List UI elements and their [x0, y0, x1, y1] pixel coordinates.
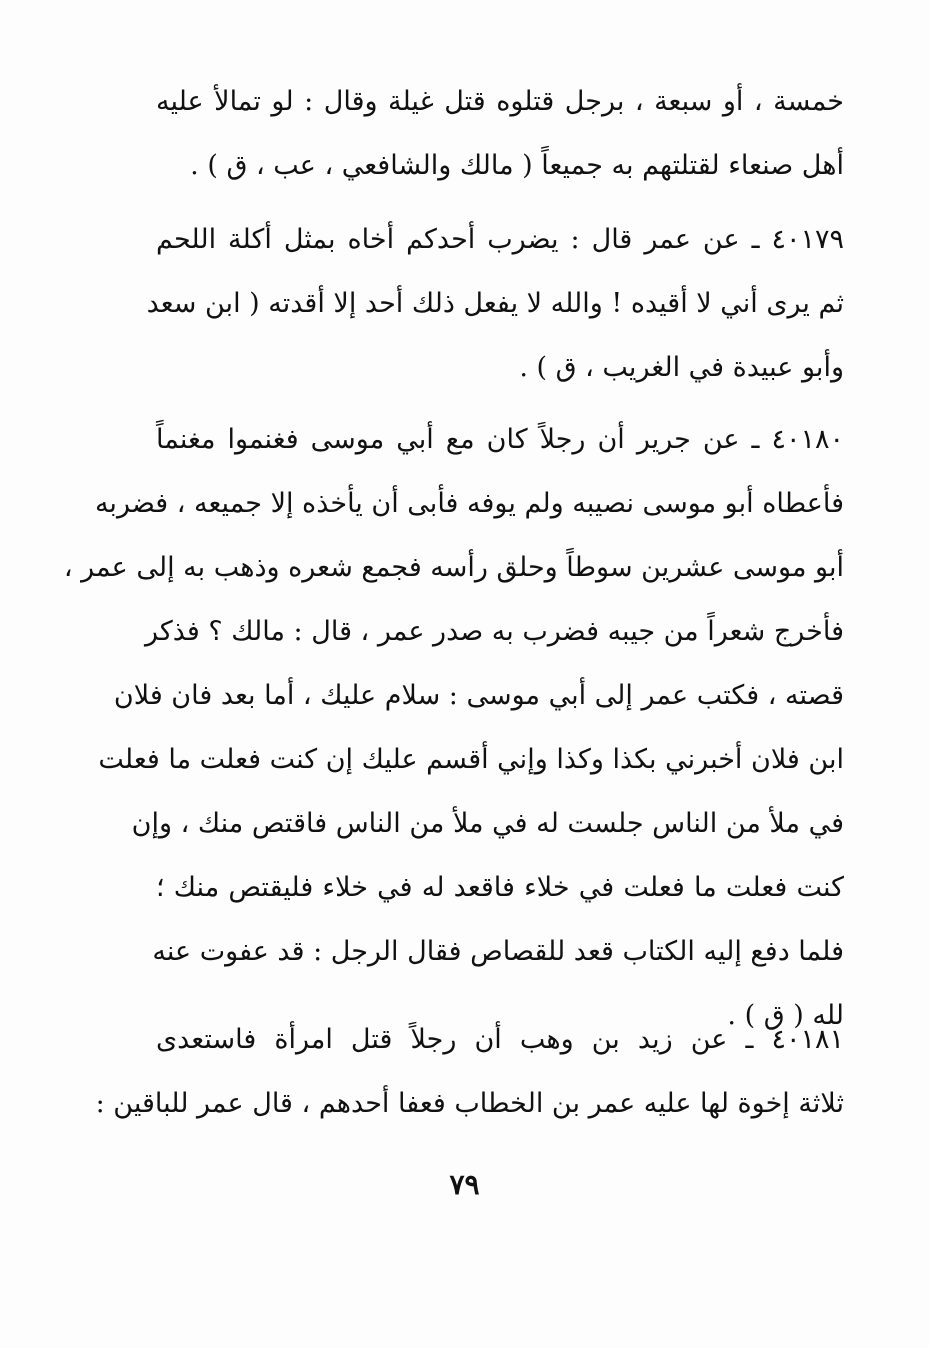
- text-line: فأعطاه أبو موسى نصيبه ولم يوفه فأبى أن يأخذه إلا جميعه ، فضربه: [94, 488, 844, 519]
- text-line: فلما دفع إليه الكتاب قعد للقصاص فقال الرجل : قد عفوت عنه: [152, 936, 844, 967]
- text-line: ٤٠١٧٩ ـ عن عمر قال : يضرب أحدكم أخاه بمثل أكلة اللحم: [156, 224, 844, 255]
- text-line: قصته ، فكتب عمر إلى أبي موسى : سلام عليك ، أما بعد فان فلان: [113, 680, 844, 711]
- text-line: ثم يرى أني لا أقيده ! والله لا يفعل ذلك أحد إلا أقدته ( ابن سعد: [146, 288, 844, 319]
- text-line: ثلاثة إخوة لها عليه عمر بن الخطاب فعفا أحدهم ، قال عمر للباقين :: [95, 1088, 844, 1119]
- text-line: وأبو عبيدة في الغريب ، ق ) .: [519, 352, 844, 383]
- hadith-entry-40179: [146, 208, 844, 400]
- text-line: أهل صنعاء لقتلتهم به جميعاً ( مالك والشافعي ، عب ، ق ) .: [190, 150, 844, 181]
- text-line: أبو موسى عشرين سوطاً وحلق رأسه فجمع شعره وذهب به إلى عمر ،: [63, 552, 844, 583]
- text-line: في ملأ من الناس جلست له في ملأ من الناس فاقتص منك ، وإن: [131, 808, 844, 839]
- text-line: ٤٠١٨٠ ـ عن جرير أن رجلاً كان مع أبي موسى فغنموا مغنماً: [156, 424, 844, 455]
- text-line: ابن فلان أخبرني بكذا وكذا وإني أقسم عليك إن كنت فعلت ما فعلت: [98, 744, 844, 775]
- paragraph-intro-continuation: [156, 70, 844, 198]
- text-line: فأخرج شعراً من جيبه فضرب به صدر عمر ، قال : مالك ؟ فذكر: [144, 616, 844, 647]
- text-line: لله ( ق ) .: [727, 1000, 844, 1031]
- text-line: كنت فعلت ما فعلت في خلاء فاقعد له في خلاء فليقتص منك ؛: [156, 872, 844, 903]
- hadith-entry-40181: [95, 1008, 844, 1136]
- hadith-entry-40180: [63, 408, 844, 1048]
- page-number: ٧٩: [449, 1168, 480, 1201]
- text-line: خمسة ، أو سبعة ، برجل قتلوه قتل غيلة وقال : لو تمالأ عليه: [156, 86, 844, 117]
- text-line: ٤٠١٨١ ـ عن زيد بن وهب أن رجلاً قتل امرأة فاستعدى: [156, 1024, 844, 1055]
